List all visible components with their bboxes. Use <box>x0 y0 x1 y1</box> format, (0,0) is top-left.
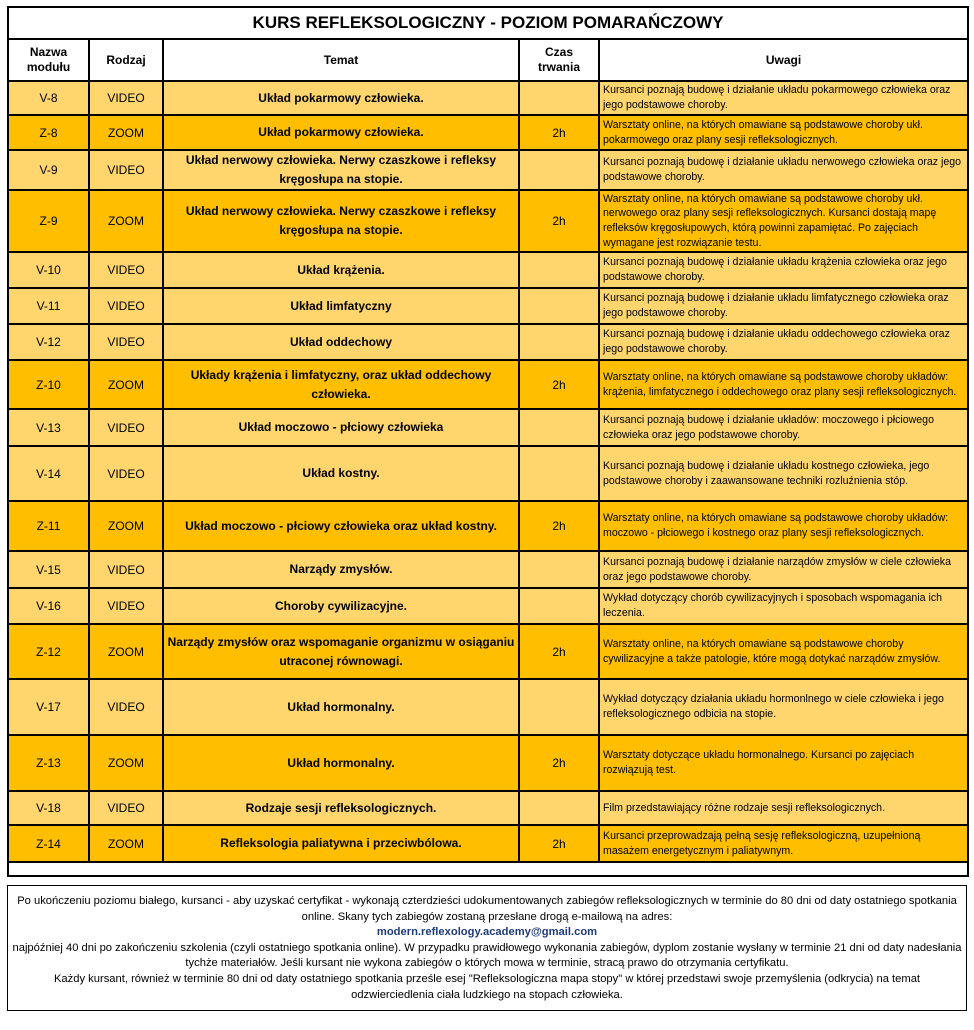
module-topic-cell: Układ hormonalny. <box>163 679 519 735</box>
module-duration-cell: 2h <box>519 624 599 679</box>
module-note-cell: Kursanci poznają budowę i działanie układu kostnego człowieka, jego podstawowe choroby i zaawansowane techniki rozluźnienia stóp. <box>599 446 968 501</box>
table-row <box>8 360 968 409</box>
module-topic-cell: Rodzaje sesji refleksologicznych. <box>163 791 519 825</box>
module-topic-cell: Układ hormonalny. <box>163 735 519 791</box>
module-topic-cell: Układ moczowo - płciowy człowieka <box>163 409 519 446</box>
table-row <box>8 501 968 551</box>
module-note-cell: Film przedstawiający różne rodzaje sesji refleksologicznych. <box>599 791 968 825</box>
module-note-cell: Warsztaty online, na których omawiane są podstawowe choroby układów: moczowo - płciowego i kostnego oraz plany sesji refleksologicznych. <box>599 501 968 551</box>
module-topic-cell: Refleksologia paliatywna i przeciwbólowa. <box>163 825 519 862</box>
module-note-cell: Warsztaty online, na których omawiane są podstawowe choroby ukł. nerwowego oraz plany sesji refleksologicznych. Kursanci dostają mapę refleksów kręgosłupowych, którą powinni zapamiętać. Po zajęciach wymagane jest rozwiązanie testu. <box>599 190 968 252</box>
module-code-cell: V-12 <box>8 324 89 360</box>
module-type-cell: ZOOM <box>89 501 163 551</box>
table-body <box>8 81 968 862</box>
header-notes: Uwagi <box>599 39 968 81</box>
module-topic-cell: Narządy zmysłów oraz wspomaganie organizmu w osiąganiu utraconej równowagi. <box>163 624 519 679</box>
table-spacer-row <box>8 862 968 876</box>
module-topic-cell: Układy krążenia i limfatyczny, oraz układ oddechowy człowieka. <box>163 360 519 409</box>
module-type-cell: VIDEO <box>89 150 163 190</box>
table-row <box>8 409 968 446</box>
module-note-cell: Kursanci poznają budowę i działanie układu oddechowego człowieka oraz jego podstawowe choroby. <box>599 324 968 360</box>
module-note-cell: Kursanci poznają budowę i działanie układu pokarmowego człowieka oraz jego podstawowe choroby. <box>599 81 968 115</box>
module-code-cell: V-13 <box>8 409 89 446</box>
module-topic-cell: Układ nerwowy człowieka. Nerwy czaszkowe i refleksy kręgosłupa na stopie. <box>163 150 519 190</box>
module-note-cell: Kursanci poznają budowę i działanie układu nerwowego człowieka oraz jego podstawowe choroby. <box>599 150 968 190</box>
module-code-cell: Z-8 <box>8 115 89 150</box>
module-topic-cell: Układ nerwowy człowieka. Nerwy czaszkowe i refleksy kręgosłupa na stopie. <box>163 190 519 252</box>
module-code-cell: V-14 <box>8 446 89 501</box>
module-duration-cell <box>519 446 599 501</box>
module-note-cell: Kursanci poznają budowę i działanie układu limfatycznego człowieka oraz jego podstawowe choroby. <box>599 288 968 324</box>
module-type-cell: ZOOM <box>89 624 163 679</box>
module-type-cell: VIDEO <box>89 791 163 825</box>
course-sheet <box>7 6 967 1011</box>
module-code-cell: Z-13 <box>8 735 89 791</box>
module-type-cell: ZOOM <box>89 825 163 862</box>
module-type-cell: ZOOM <box>89 735 163 791</box>
module-type-cell: VIDEO <box>89 409 163 446</box>
table-row <box>8 446 968 501</box>
module-type-cell: VIDEO <box>89 446 163 501</box>
module-topic-cell: Układ pokarmowy człowieka. <box>163 115 519 150</box>
module-duration-cell <box>519 679 599 735</box>
module-type-cell: VIDEO <box>89 551 163 588</box>
module-code-cell: V-16 <box>8 588 89 624</box>
module-duration-cell: 2h <box>519 115 599 150</box>
module-type-cell: ZOOM <box>89 190 163 252</box>
module-code-cell: Z-11 <box>8 501 89 551</box>
module-code-cell: V-10 <box>8 252 89 288</box>
module-duration-cell: 2h <box>519 190 599 252</box>
footer-note <box>7 885 967 1011</box>
module-note-cell: Warsztaty online, na których omawiane są podstawowe choroby cywilizacyjne a także patologie, które mogą dotykać narządów zmysłów. <box>599 624 968 679</box>
module-topic-cell: Układ pokarmowy człowieka. <box>163 81 519 115</box>
module-duration-cell: 2h <box>519 825 599 862</box>
table-row <box>8 588 968 624</box>
table-row <box>8 288 968 324</box>
footer-paragraph-1: Po ukończeniu poziomu białego, kursanci - aby uzyskać certyfikat - wykonają czterdzieści udokumentowanych zabiegów refleksologicznych w terminie do 80 dni od daty ostatniego spotkania online. Skany tych zabiegów zostaną przesłane drogą e-mailową na adres: <box>17 895 957 923</box>
module-note-cell: Warsztaty online, na których omawiane są podstawowe choroby układów: krążenia, limfatycznego i oddechowego oraz plany sesji refleksologicznych. <box>599 360 968 409</box>
module-note-cell: Wykład dotyczący działania układu hormonlnego w ciele człowieka i jego refleksologicznego odbicia na stopie. <box>599 679 968 735</box>
footer-paragraph-2: najpóźniej 40 dni po zakończeniu szkolenia (czyli ostatniego spotkania online). W przypadku prawidłowego wykonania zabiegów, dyplom zostanie wysłany w terminie 21 dni od daty nadesłania tychże materiałów. Jeśli kursant nie wykona zabiegów o których mowa w terminie, stracą prawo do otrzymania certyfikatu. <box>12 941 962 970</box>
module-note-cell: Warsztaty dotyczące układu hormonalnego. Kursanci po zajęciach rozwiązują test. <box>599 735 968 791</box>
module-type-cell: ZOOM <box>89 360 163 409</box>
table-header-row <box>8 39 968 81</box>
header-duration: Czas trwania <box>519 39 599 81</box>
module-code-cell: V-11 <box>8 288 89 324</box>
module-topic-cell: Układ kostny. <box>163 446 519 501</box>
module-code-cell: Z-10 <box>8 360 89 409</box>
table-row <box>8 551 968 588</box>
module-duration-cell <box>519 409 599 446</box>
table-row <box>8 624 968 679</box>
module-topic-cell: Układ oddechowy <box>163 324 519 360</box>
module-type-cell: VIDEO <box>89 588 163 624</box>
module-duration-cell <box>519 791 599 825</box>
module-topic-cell: Układ limfatyczny <box>163 288 519 324</box>
module-type-cell: VIDEO <box>89 679 163 735</box>
module-code-cell: V-9 <box>8 150 89 190</box>
table-row <box>8 81 968 115</box>
module-note-cell: Kursanci poznają budowę i działanie układów: moczowego i płciowego człowieka oraz jego podstawowe choroby. <box>599 409 968 446</box>
module-code-cell: Z-9 <box>8 190 89 252</box>
module-type-cell: VIDEO <box>89 324 163 360</box>
module-type-cell: ZOOM <box>89 115 163 150</box>
module-note-cell: Wykład dotyczący chorób cywilizacyjnych i sposobach wspomagania ich leczenia. <box>599 588 968 624</box>
module-code-cell: Z-12 <box>8 624 89 679</box>
module-type-cell: VIDEO <box>89 288 163 324</box>
table-row <box>8 679 968 735</box>
module-duration-cell <box>519 81 599 115</box>
table-row <box>8 735 968 791</box>
module-duration-cell <box>519 551 599 588</box>
module-duration-cell <box>519 324 599 360</box>
module-topic-cell: Układ moczowo - płciowy człowieka oraz układ kostny. <box>163 501 519 551</box>
table-row <box>8 115 968 150</box>
header-topic: Temat <box>163 39 519 81</box>
module-duration-cell <box>519 288 599 324</box>
module-type-cell: VIDEO <box>89 81 163 115</box>
table-row <box>8 791 968 825</box>
module-code-cell: V-18 <box>8 791 89 825</box>
footer-paragraph-3: Każdy kursant, również w terminie 80 dni od daty ostatniego spotkania prześle esej "Refleksologiczna mapa stopy" w której przedstawi swoje przemyślenia (odkrycia) na temat odzwierciedlenia ciała ludzkiego na stopach człowieka. <box>53 972 921 1001</box>
module-duration-cell: 2h <box>519 735 599 791</box>
module-duration-cell: 2h <box>519 360 599 409</box>
module-topic-cell: Układ krążenia. <box>163 252 519 288</box>
contact-email[interactable]: modern.reflexology.academy@gmail.com <box>376 926 598 939</box>
page-title: KURS REFLEKSOLOGICZNY - POZIOM POMARAŃCZOWY <box>8 7 968 39</box>
module-code-cell: V-8 <box>8 81 89 115</box>
module-note-cell: Warsztaty online, na których omawiane są podstawowe choroby ukł. pokarmowego oraz plany sesji refleksologicznych. <box>599 115 968 150</box>
module-note-cell: Kursanci poznają budowę i działanie układu krążenia człowieka oraz jego podstawowe choroby. <box>599 252 968 288</box>
table-row <box>8 825 968 862</box>
module-type-cell: VIDEO <box>89 252 163 288</box>
module-topic-cell: Choroby cywilizacyjne. <box>163 588 519 624</box>
module-duration-cell <box>519 588 599 624</box>
table-row <box>8 150 968 190</box>
course-table <box>7 6 969 877</box>
module-code-cell: V-15 <box>8 551 89 588</box>
table-row <box>8 190 968 252</box>
module-duration-cell <box>519 150 599 190</box>
module-duration-cell: 2h <box>519 501 599 551</box>
module-code-cell: V-17 <box>8 679 89 735</box>
module-duration-cell <box>519 252 599 288</box>
table-row <box>8 324 968 360</box>
module-code-cell: Z-14 <box>8 825 89 862</box>
module-note-cell: Kursanci przeprowadzają pełną sesję refleksologiczną, uzupełnioną masażem energetycznym i paliatywnym. <box>599 825 968 862</box>
module-topic-cell: Narządy zmysłów. <box>163 551 519 588</box>
header-type: Rodzaj <box>89 39 163 81</box>
table-row <box>8 252 968 288</box>
module-note-cell: Kursanci poznają budowę i działanie narządów zmysłów w ciele człowieka oraz jego podstawowe choroby. <box>599 551 968 588</box>
header-module-name: Nazwa modułu <box>8 39 89 81</box>
